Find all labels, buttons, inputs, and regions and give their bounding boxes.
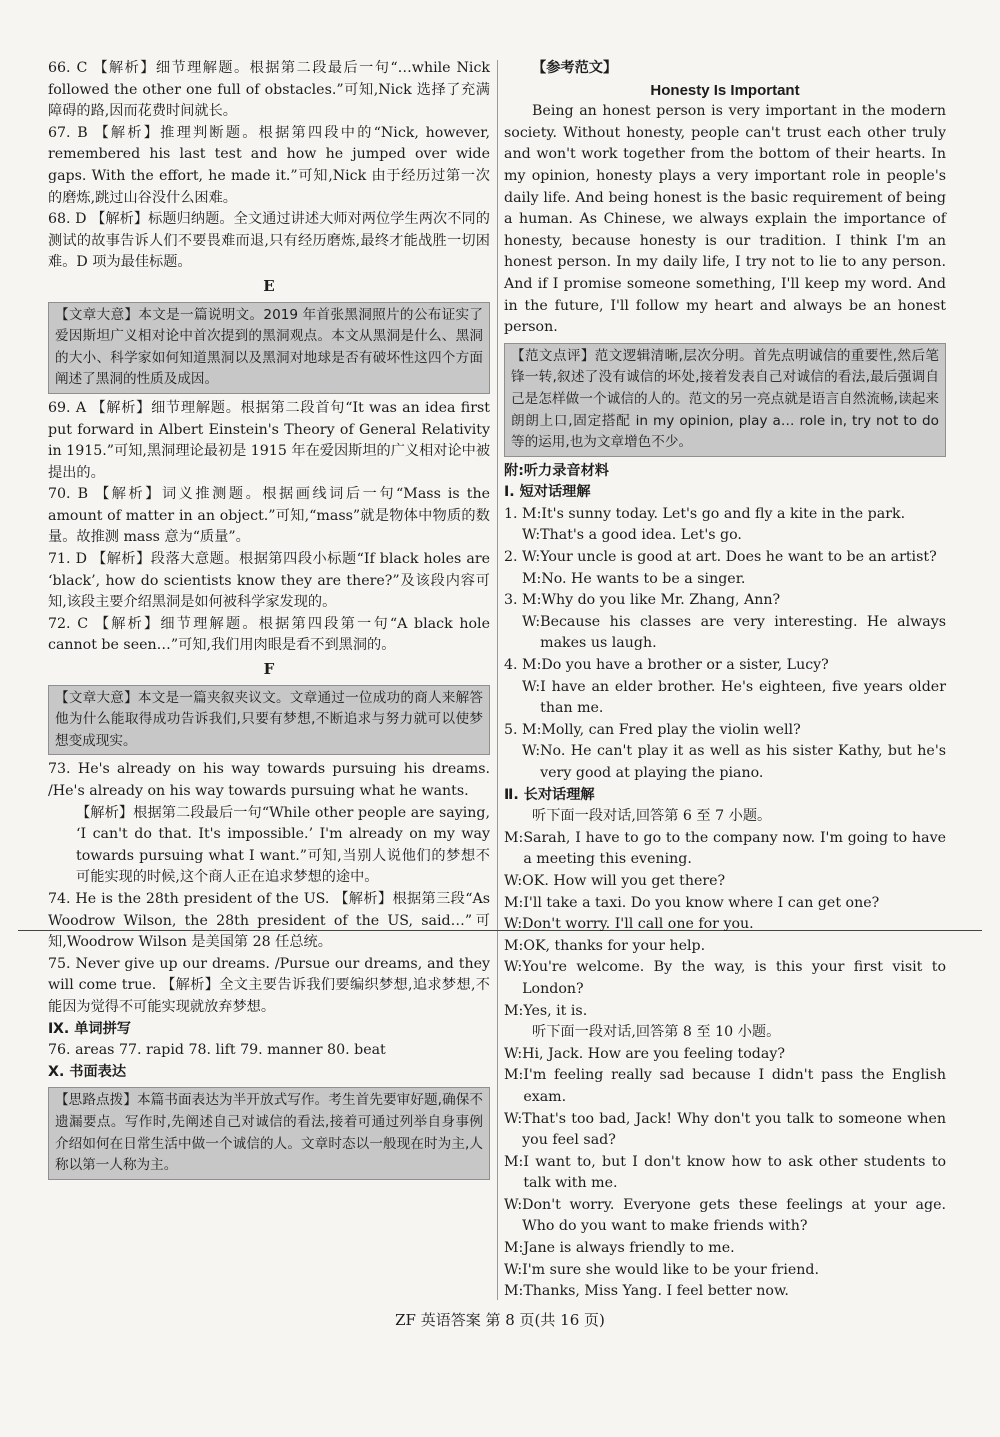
dialog-line <box>504 871 946 893</box>
dialog-1-intro: 听下面一段对话,回答第 6 至 7 小题。 <box>532 808 772 825</box>
answer-73: 73. He's already on his way towards pursuing his dreams. /He's already on his way towards pursuing what he wants. <box>48 761 490 799</box>
dialog-line <box>504 893 946 915</box>
right-column <box>504 58 946 1303</box>
dialog-line <box>504 1065 946 1108</box>
writing-tip: 【思路点拨】本篇书面表达为半开放式写作。考生首先要审好题,确保不遗漏要点。写作时,先阐述自己对诚信的看法,接着可通过列举自身事例介绍如何在日常生活中做一个诚信的人。文章时态以一般现在时为主,人称以第一人称为主。 <box>48 1087 490 1179</box>
speaker: M: <box>504 829 524 846</box>
answer-67: 67. B 【解析】推理判断题。根据第四段中的“Nick, however, remembered his last test and how he jumped over wide gaps. With the effort, he made it.”可知,Nick 由于经历过第一次的磨炼,跳过山谷没什么困难。 <box>48 124 490 206</box>
column-divider <box>497 60 498 1300</box>
dialog-line <box>504 1109 946 1152</box>
utterance: No. He wants to be a singer. <box>541 570 746 587</box>
utterance: Don't worry. I'll call one for you. <box>522 916 754 933</box>
dialog-line <box>504 914 946 936</box>
speaker: W: <box>504 1110 523 1127</box>
dialog-line <box>504 828 946 871</box>
dialog-line <box>504 1260 946 1282</box>
essay-body: Being an honest person is very important in the modern society. Without honesty, people can't trust each other truly and won't work together from the bottom of their hearts. In my opinion, honesty plays a very important role in people's daily life. And being honest is the basic requirement of being a human. As Chinese, we always explain the importance of honesty, because honesty is our tradition. I think I'm an honest person. In my daily life, I try not to lie to any person. And if I promise someone something, I'll keep my word. And in the future, I'll follow my heart and always be an honest person. <box>504 103 946 336</box>
utterance: It's sunny today. Let's go and fly a kite in the park. <box>541 505 906 522</box>
passage-e-heading: E <box>263 276 275 295</box>
page-footer: ZF 英语答案 第 8 页(共 16 页) <box>395 1311 605 1329</box>
answer-75: 75. Never give up our dreams. /Pursue our dreams, and they will come true. 【解析】全文主要告诉我们要编织梦想,追求梦想,不能因为觉得不可能实现就放弃梦想。 <box>48 955 490 1015</box>
answer-66: 66. C 【解析】细节理解题。根据第二段最后一句“…while Nick followed the other one full of obstacles.”可知,Nick 选择了充满障碍的路,因而花费时间就长。 <box>48 60 490 120</box>
utterance: Thanks, Miss Yang. I feel better now. <box>523 1283 789 1300</box>
dialog-2-intro: 听下面一段对话,回答第 8 至 10 小题。 <box>532 1024 781 1041</box>
speaker: M: <box>504 894 524 911</box>
speaker: W: <box>522 743 541 760</box>
speaker: W: <box>522 613 541 630</box>
utterance: Don't worry. Everyone gets these feelings at your age. Who do you want to make friends with? <box>522 1196 946 1235</box>
utterance: Molly, can Fred play the violin well? <box>541 721 801 738</box>
dialog-line <box>504 741 946 784</box>
utterance: Jane is always friendly to me. <box>523 1240 735 1257</box>
section-9-answers: 76. areas 77. rapid 78. lift 79. manner 80. beat <box>48 1042 386 1059</box>
appendix-title: 附:听力录音材料 <box>504 462 609 479</box>
utterance: Because his classes are very interesting. He always makes us laugh. <box>540 613 946 652</box>
speaker: W: <box>504 916 523 933</box>
dialog-line <box>504 1195 946 1238</box>
speaker: M: <box>504 1283 524 1300</box>
utterance: I'm sure she would like to be your friend. <box>522 1261 819 1278</box>
speaker: W: <box>504 1196 523 1213</box>
answer-68: 68. D 【解析】标题归纳题。全文通过讲述大师对两位学生两次不同的测试的故事告诉人们不要畏难而退,只有经历磨炼,最终才能战胜一切困难。D 项为最佳标题。 <box>48 211 490 271</box>
utterance: I want to, but I don't know how to ask other students to talk with me. <box>523 1153 946 1192</box>
section-9-title: Ⅸ. 单词拼写 <box>48 1020 131 1037</box>
speaker: M: <box>504 1153 524 1170</box>
dialog-line <box>504 957 946 1000</box>
dialog-line <box>504 612 946 655</box>
dialog-line <box>504 655 946 677</box>
answer-73-analysis: 【解析】根据第二段最后一句“While other people are saying, ‘I can't do that. It's impossible.’ I'm already on my way towards pursuing what I want.”可知,当别人说他们的梦想不可能实现的时候,这个商人正在追求梦想的途中。 <box>76 804 490 886</box>
answer-69: 69. A 【解析】细节理解题。根据第二段首句“It was an idea first put forward in Albert Einstein's Theory of General Relativity in 1915.”可知,黑洞理论最初是 1915 年在爱因斯坦的广义相对论中被提出的。 <box>48 399 491 481</box>
left-column <box>48 58 490 1184</box>
dialog-line <box>504 936 946 958</box>
utterance: Hi, Jack. How are you feeling today? <box>522 1045 785 1062</box>
answer-70: 70. B 【解析】词义推测题。根据画线词后一句“Mass is the amount of matter in an object.”可知,“mass”就是物体中物质的数量。故推测 mass 意为“质量”。 <box>48 486 490 546</box>
dialog-line <box>504 590 946 612</box>
speaker: 4. M: <box>504 657 542 674</box>
dialog-line <box>504 720 946 742</box>
utterance: I'll take a taxi. Do you know where I can get one? <box>523 894 880 911</box>
utterance: No. He can't play it as well as his sister Kathy, but he's very good at playing the piano. <box>540 743 946 781</box>
essay-comment: 【范文点评】范文逻辑清晰,层次分明。首先点明诚信的重要性,然后笔锋一转,叙述了没有诚信的坏处,接着发表自己对诚信的看法,最后强调自己是怎样做一个诚信的人的。范文的另一亮点就是语言自然流畅,读起来朗朗上口,固定搭配 in my opinion, play a… role in, try not to do 等的运用,也为文章增色不少。 <box>504 343 946 457</box>
dialog-line <box>504 1281 946 1303</box>
utterance: I have an elder brother. He's eighteen, five years older than me. <box>540 678 946 717</box>
dialog-line <box>504 1001 946 1023</box>
speaker: M: <box>504 1067 524 1084</box>
speaker: W: <box>522 527 541 544</box>
passage-f-summary: 【文章大意】本文是一篇夹叙夹议文。文章通过一位成功的商人来解答他为什么能取得成功告诉我们,只要有梦想,不断追求与努力就可以使梦想变成现实。 <box>48 685 490 756</box>
speaker: M: <box>504 1240 524 1257</box>
dialog-line <box>504 569 946 591</box>
dialog-line <box>504 547 946 569</box>
dialog-line <box>504 1238 946 1260</box>
dialog-line <box>504 1044 946 1066</box>
part-1-title: Ⅰ. 短对话理解 <box>504 484 591 501</box>
part-2-title: Ⅱ. 长对话理解 <box>504 786 595 803</box>
dialog-line <box>504 1152 946 1195</box>
utterance: Yes, it is. <box>523 1002 588 1019</box>
dialog-line <box>504 677 946 720</box>
speaker: M: <box>504 1002 524 1019</box>
utterance: I'm feeling really sad because I didn't pass the English exam. <box>523 1067 946 1105</box>
section-10-title: Ⅹ. 书面表达 <box>48 1063 127 1080</box>
essay-title: Honesty Is Important <box>650 81 800 99</box>
speaker: W: <box>504 1261 523 1278</box>
sample-essay-label: 【参考范文】 <box>532 60 618 76</box>
passage-f-heading: F <box>263 660 275 679</box>
speaker: W: <box>504 872 523 889</box>
utterance: Do you have a brother or a sister, Lucy? <box>541 657 829 674</box>
utterance: Your uncle is good at art. Does he want to be an artist? <box>540 549 937 566</box>
utterance: That's a good idea. Let's go. <box>540 527 742 544</box>
speaker: M: <box>522 570 542 587</box>
answer-71: 71. D 【解析】段落大意题。根据第四段小标题“If black holes are ‘black’, how do scientists know they are there?”及该段内容可知,该段主要介绍黑洞是如何被科学家发现的。 <box>48 551 490 611</box>
utterance: Sarah, I have to go to the company now. I'm going to have a meeting this evening. <box>523 829 946 868</box>
answer-72: 72. C 【解析】细节理解题。根据第四段第一句“A black hole cannot be seen…”可知,我们用肉眼是看不到黑洞的。 <box>48 615 490 654</box>
speaker: 5. M: <box>504 721 542 738</box>
utterance: OK. How will you get there? <box>522 872 726 889</box>
speaker: W: <box>522 678 541 695</box>
speaker: W: <box>504 1045 523 1062</box>
speaker: M: <box>504 937 524 954</box>
utterance: That's too bad, Jack! Why don't you talk to someone when you feel sad? <box>522 1110 946 1149</box>
speaker: 1. M: <box>504 505 542 522</box>
utterance: Why do you like Mr. Zhang, Ann? <box>541 592 781 609</box>
utterance: OK, thanks for your help. <box>523 937 706 954</box>
dialog-line <box>504 525 946 547</box>
answer-74: 74. He is the 28th president of the US. 【解析】根据第三段“As Woodrow Wilson, the 28th president of the US, said…”可知,Woodrow Wilson 是美国第 28 任总统。 <box>48 890 490 951</box>
speaker: 3. M: <box>504 592 542 609</box>
speaker: W: <box>504 959 523 976</box>
passage-e-summary: 【文章大意】本文是一篇说明文。2019 年首张黑洞照片的公布证实了爱因斯坦广义相对论中首次提到的黑洞观点。本文从黑洞是什么、黑洞的大小、科学家如何知道黑洞以及黑洞对地球是否有破坏性这四个方面阐述了黑洞的性质及成因。 <box>48 302 490 394</box>
dialog-line <box>504 504 946 526</box>
utterance: You're welcome. By the way, is this your first visit to London? <box>522 959 946 997</box>
speaker: 2. W: <box>504 549 541 566</box>
